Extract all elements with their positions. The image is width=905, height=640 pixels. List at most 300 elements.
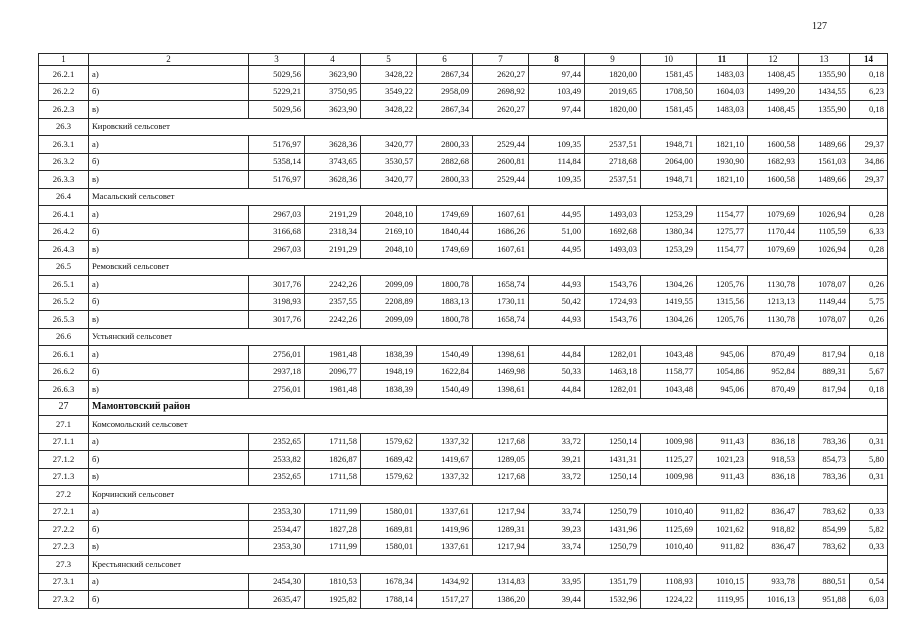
value-cell: 0,33 — [850, 503, 888, 521]
value-cell: 1054,86 — [697, 363, 748, 381]
value-cell: 945,06 — [697, 381, 748, 399]
value-cell: 2318,34 — [305, 223, 361, 241]
row-code: 26.3.3 — [39, 171, 89, 189]
row-code: 27.2.2 — [39, 521, 89, 539]
value-cell: 1282,01 — [585, 381, 641, 399]
section-title: Масальский сельсовет — [89, 188, 888, 206]
value-cell: 33,72 — [529, 468, 585, 486]
row-code: 27.2.1 — [39, 503, 89, 521]
value-cell: 1026,94 — [799, 241, 850, 259]
value-cell: 1607,61 — [473, 206, 529, 224]
value-cell: 1250,14 — [585, 468, 641, 486]
table-row — [39, 363, 888, 381]
value-cell: 2048,10 — [361, 241, 417, 259]
value-cell: 2534,47 — [249, 521, 305, 539]
row-code: 26.2.1 — [39, 66, 89, 84]
value-cell: 1499,20 — [748, 83, 799, 101]
value-cell: 1689,81 — [361, 521, 417, 539]
value-cell: 911,82 — [697, 503, 748, 521]
value-cell: 2169,10 — [361, 223, 417, 241]
value-cell: 1820,00 — [585, 66, 641, 84]
row-code: 26.6.3 — [39, 381, 89, 399]
section-title: Крестьянский сельсовет — [89, 556, 888, 574]
value-cell: 0,18 — [850, 66, 888, 84]
value-cell: 5358,14 — [249, 153, 305, 171]
value-cell: 3428,22 — [361, 66, 417, 84]
value-cell: 3750,95 — [305, 83, 361, 101]
value-cell: 0,26 — [850, 276, 888, 294]
section-row — [39, 188, 888, 206]
value-cell: 1351,79 — [585, 573, 641, 591]
value-cell: 1431,96 — [585, 521, 641, 539]
value-cell: 1149,44 — [799, 293, 850, 311]
value-cell: 3420,77 — [361, 136, 417, 154]
value-cell: 1224,22 — [641, 591, 697, 609]
table-row — [39, 206, 888, 224]
row-code: 27.1.3 — [39, 468, 89, 486]
value-cell: 29,37 — [850, 171, 888, 189]
column-header: 9 — [585, 54, 641, 66]
table-row — [39, 101, 888, 119]
value-cell: 3530,57 — [361, 153, 417, 171]
row-label: б) — [89, 83, 249, 101]
section-row — [39, 258, 888, 276]
value-cell: 33,72 — [529, 433, 585, 451]
value-cell: 1930,90 — [697, 153, 748, 171]
value-cell: 1250,14 — [585, 433, 641, 451]
value-cell: 1355,90 — [799, 101, 850, 119]
value-cell: 952,84 — [748, 363, 799, 381]
row-label: в) — [89, 241, 249, 259]
value-cell: 2064,00 — [641, 153, 697, 171]
table-row — [39, 241, 888, 259]
value-cell: 1105,59 — [799, 223, 850, 241]
value-cell: 1010,40 — [641, 503, 697, 521]
value-cell: 5,80 — [850, 451, 888, 469]
value-cell: 1604,03 — [697, 83, 748, 101]
value-cell: 2529,44 — [473, 136, 529, 154]
value-cell: 2882,68 — [417, 153, 473, 171]
value-cell: 29,37 — [850, 136, 888, 154]
value-cell: 1469,98 — [473, 363, 529, 381]
value-cell: 1009,98 — [641, 433, 697, 451]
value-cell: 6,33 — [850, 223, 888, 241]
row-label: б) — [89, 153, 249, 171]
value-cell: 783,62 — [799, 503, 850, 521]
table-row — [39, 223, 888, 241]
column-header: 5 — [361, 54, 417, 66]
column-header: 13 — [799, 54, 850, 66]
column-header: 14 — [850, 54, 888, 66]
value-cell: 2958,09 — [417, 83, 473, 101]
row-label: б) — [89, 293, 249, 311]
value-cell: 1434,55 — [799, 83, 850, 101]
row-label: в) — [89, 538, 249, 556]
value-cell: 1483,03 — [697, 66, 748, 84]
value-cell: 51,00 — [529, 223, 585, 241]
value-cell: 1275,77 — [697, 223, 748, 241]
page-number: 127 — [812, 21, 827, 32]
value-cell: 109,35 — [529, 171, 585, 189]
value-cell: 1800,78 — [417, 276, 473, 294]
value-cell: 1253,29 — [641, 206, 697, 224]
value-cell: 1119,95 — [697, 591, 748, 609]
value-cell: 34,86 — [850, 153, 888, 171]
value-cell: 0,31 — [850, 468, 888, 486]
value-cell: 2867,34 — [417, 101, 473, 119]
value-cell: 1622,84 — [417, 363, 473, 381]
value-cell: 1021,62 — [697, 521, 748, 539]
value-cell: 889,31 — [799, 363, 850, 381]
value-cell: 1010,40 — [641, 538, 697, 556]
table-row — [39, 521, 888, 539]
column-header: 3 — [249, 54, 305, 66]
value-cell: 2242,26 — [305, 276, 361, 294]
value-cell: 1981,48 — [305, 346, 361, 364]
value-cell: 817,94 — [799, 381, 850, 399]
section-title: Кировский сельсовет — [89, 118, 888, 136]
value-cell: 1217,94 — [473, 538, 529, 556]
column-header: 2 — [89, 54, 249, 66]
value-cell: 5176,97 — [249, 136, 305, 154]
row-code: 26.4 — [39, 188, 89, 206]
value-cell: 1154,77 — [697, 241, 748, 259]
table-row — [39, 451, 888, 469]
value-cell: 1517,27 — [417, 591, 473, 609]
row-code: 27.3 — [39, 556, 89, 574]
value-cell: 1658,74 — [473, 276, 529, 294]
row-label: а) — [89, 66, 249, 84]
value-cell: 911,82 — [697, 538, 748, 556]
value-cell: 1561,03 — [799, 153, 850, 171]
row-code: 26.6.1 — [39, 346, 89, 364]
value-cell: 854,73 — [799, 451, 850, 469]
value-cell: 1820,00 — [585, 101, 641, 119]
value-cell: 1337,61 — [417, 503, 473, 521]
value-cell: 2353,30 — [249, 538, 305, 556]
row-label: а) — [89, 503, 249, 521]
table-row — [39, 136, 888, 154]
row-code: 26.3.1 — [39, 136, 89, 154]
value-cell: 1419,96 — [417, 521, 473, 539]
value-cell: 1600,58 — [748, 136, 799, 154]
value-cell: 1579,62 — [361, 433, 417, 451]
value-cell: 0,18 — [850, 101, 888, 119]
value-cell: 1314,83 — [473, 573, 529, 591]
value-cell: 1540,49 — [417, 381, 473, 399]
section-row — [39, 486, 888, 504]
value-cell: 783,62 — [799, 538, 850, 556]
value-cell: 2967,03 — [249, 206, 305, 224]
value-cell: 1489,66 — [799, 136, 850, 154]
value-cell: 951,88 — [799, 591, 850, 609]
value-cell: 33,74 — [529, 538, 585, 556]
row-code: 26.6 — [39, 328, 89, 346]
value-cell: 1016,13 — [748, 591, 799, 609]
value-cell: 3420,77 — [361, 171, 417, 189]
value-cell: 1543,76 — [585, 311, 641, 329]
value-cell: 1021,23 — [697, 451, 748, 469]
value-cell: 1079,69 — [748, 241, 799, 259]
value-cell: 2635,47 — [249, 591, 305, 609]
value-cell: 0,18 — [850, 346, 888, 364]
row-label: б) — [89, 363, 249, 381]
value-cell: 3628,36 — [305, 136, 361, 154]
value-cell: 1821,10 — [697, 136, 748, 154]
value-cell: 1788,14 — [361, 591, 417, 609]
value-cell: 918,53 — [748, 451, 799, 469]
value-cell: 1398,61 — [473, 381, 529, 399]
row-label: в) — [89, 468, 249, 486]
section-row — [39, 416, 888, 434]
table-row — [39, 346, 888, 364]
value-cell: 1250,79 — [585, 503, 641, 521]
value-cell: 97,44 — [529, 101, 585, 119]
table-row — [39, 538, 888, 556]
value-cell: 945,06 — [697, 346, 748, 364]
row-label: а) — [89, 136, 249, 154]
value-cell: 1689,42 — [361, 451, 417, 469]
value-cell: 1158,77 — [641, 363, 697, 381]
section-row — [39, 556, 888, 574]
row-label: в) — [89, 171, 249, 189]
value-cell: 3428,22 — [361, 101, 417, 119]
value-cell: 1981,48 — [305, 381, 361, 399]
value-cell: 1489,66 — [799, 171, 850, 189]
value-cell: 1154,77 — [697, 206, 748, 224]
value-cell: 2191,29 — [305, 241, 361, 259]
value-cell: 854,99 — [799, 521, 850, 539]
value-cell: 1253,29 — [641, 241, 697, 259]
value-cell: 0,54 — [850, 573, 888, 591]
value-cell: 2537,51 — [585, 171, 641, 189]
value-cell: 1540,49 — [417, 346, 473, 364]
table-row — [39, 276, 888, 294]
row-code: 26.5.3 — [39, 311, 89, 329]
value-cell: 1213,13 — [748, 293, 799, 311]
table-row — [39, 591, 888, 609]
value-cell: 1711,58 — [305, 468, 361, 486]
value-cell: 2537,51 — [585, 136, 641, 154]
value-cell: 5,82 — [850, 521, 888, 539]
value-cell: 6,23 — [850, 83, 888, 101]
column-header: 4 — [305, 54, 361, 66]
value-cell: 870,49 — [748, 381, 799, 399]
value-cell: 1009,98 — [641, 468, 697, 486]
value-cell: 5229,21 — [249, 83, 305, 101]
value-cell: 1838,39 — [361, 346, 417, 364]
value-cell: 5029,56 — [249, 101, 305, 119]
row-label: а) — [89, 276, 249, 294]
row-code: 26.2.3 — [39, 101, 89, 119]
value-cell: 911,43 — [697, 433, 748, 451]
column-header: 6 — [417, 54, 473, 66]
value-cell: 1682,93 — [748, 153, 799, 171]
value-cell: 1337,32 — [417, 468, 473, 486]
value-cell: 1315,56 — [697, 293, 748, 311]
value-cell: 2357,55 — [305, 293, 361, 311]
value-cell: 783,36 — [799, 468, 850, 486]
value-cell: 44,93 — [529, 276, 585, 294]
value-cell: 44,84 — [529, 381, 585, 399]
value-cell: 1398,61 — [473, 346, 529, 364]
column-header: 8 — [529, 54, 585, 66]
value-cell: 1493,03 — [585, 206, 641, 224]
row-code: 26.4.1 — [39, 206, 89, 224]
value-cell: 1250,79 — [585, 538, 641, 556]
value-cell: 1692,68 — [585, 223, 641, 241]
table-row — [39, 468, 888, 486]
value-cell: 1581,45 — [641, 101, 697, 119]
row-code: 26.2.2 — [39, 83, 89, 101]
value-cell: 1304,26 — [641, 311, 697, 329]
row-code: 26.4.2 — [39, 223, 89, 241]
row-label: а) — [89, 206, 249, 224]
value-cell: 2937,18 — [249, 363, 305, 381]
value-cell: 33,95 — [529, 573, 585, 591]
value-cell: 1838,39 — [361, 381, 417, 399]
row-code: 27.1 — [39, 416, 89, 434]
value-cell: 1827,28 — [305, 521, 361, 539]
value-cell: 2867,34 — [417, 66, 473, 84]
value-cell: 2800,33 — [417, 136, 473, 154]
value-cell: 1948,71 — [641, 171, 697, 189]
value-cell: 2454,30 — [249, 573, 305, 591]
value-cell: 3623,90 — [305, 66, 361, 84]
value-cell: 1282,01 — [585, 346, 641, 364]
value-cell: 1078,07 — [799, 311, 850, 329]
value-cell: 2620,27 — [473, 66, 529, 84]
value-cell: 1108,93 — [641, 573, 697, 591]
table-row — [39, 153, 888, 171]
value-cell: 2800,33 — [417, 171, 473, 189]
value-cell: 1079,69 — [748, 206, 799, 224]
value-cell: 3017,76 — [249, 311, 305, 329]
value-cell: 3198,93 — [249, 293, 305, 311]
value-cell: 1532,96 — [585, 591, 641, 609]
value-cell: 1408,45 — [748, 66, 799, 84]
value-cell: 39,21 — [529, 451, 585, 469]
value-cell: 2208,89 — [361, 293, 417, 311]
value-cell: 3166,68 — [249, 223, 305, 241]
value-cell: 3549,22 — [361, 83, 417, 101]
value-cell: 2353,30 — [249, 503, 305, 521]
row-label: б) — [89, 521, 249, 539]
value-cell: 870,49 — [748, 346, 799, 364]
district-title: Мамонтовский район — [89, 398, 888, 416]
value-cell: 1686,26 — [473, 223, 529, 241]
value-cell: 1431,31 — [585, 451, 641, 469]
value-cell: 1678,34 — [361, 573, 417, 591]
value-cell: 1800,78 — [417, 311, 473, 329]
section-row — [39, 118, 888, 136]
value-cell: 1355,90 — [799, 66, 850, 84]
value-cell: 2718,68 — [585, 153, 641, 171]
value-cell: 5,67 — [850, 363, 888, 381]
value-cell: 933,78 — [748, 573, 799, 591]
value-cell: 1010,15 — [697, 573, 748, 591]
value-cell: 836,47 — [748, 538, 799, 556]
value-cell: 6,03 — [850, 591, 888, 609]
value-cell: 1043,48 — [641, 381, 697, 399]
table-row — [39, 503, 888, 521]
table-row — [39, 433, 888, 451]
value-cell: 836,47 — [748, 503, 799, 521]
row-code: 26.4.3 — [39, 241, 89, 259]
value-cell: 783,36 — [799, 433, 850, 451]
column-header: 7 — [473, 54, 529, 66]
value-cell: 5176,97 — [249, 171, 305, 189]
value-cell: 2533,82 — [249, 451, 305, 469]
value-cell: 3623,90 — [305, 101, 361, 119]
district-row — [39, 398, 888, 416]
value-cell: 1883,13 — [417, 293, 473, 311]
value-cell: 1658,74 — [473, 311, 529, 329]
value-cell: 836,18 — [748, 433, 799, 451]
row-label: б) — [89, 223, 249, 241]
value-cell: 1078,07 — [799, 276, 850, 294]
value-cell: 5,75 — [850, 293, 888, 311]
value-cell: 1580,01 — [361, 503, 417, 521]
value-cell: 3017,76 — [249, 276, 305, 294]
value-cell: 1125,69 — [641, 521, 697, 539]
value-cell: 836,18 — [748, 468, 799, 486]
value-cell: 880,51 — [799, 573, 850, 591]
value-cell: 2620,27 — [473, 101, 529, 119]
value-cell: 1580,01 — [361, 538, 417, 556]
row-code: 27 — [39, 398, 89, 416]
value-cell: 1463,18 — [585, 363, 641, 381]
value-cell: 1493,03 — [585, 241, 641, 259]
value-cell: 5029,56 — [249, 66, 305, 84]
row-label: в) — [89, 381, 249, 399]
value-cell: 39,44 — [529, 591, 585, 609]
row-code: 26.3.2 — [39, 153, 89, 171]
value-cell: 1380,34 — [641, 223, 697, 241]
value-cell: 44,95 — [529, 206, 585, 224]
value-cell: 50,42 — [529, 293, 585, 311]
column-header: 11 — [697, 54, 748, 66]
value-cell: 2756,01 — [249, 346, 305, 364]
table-row — [39, 381, 888, 399]
value-cell: 0,26 — [850, 311, 888, 329]
value-cell: 44,84 — [529, 346, 585, 364]
row-code: 27.1.1 — [39, 433, 89, 451]
row-label: а) — [89, 346, 249, 364]
row-label: в) — [89, 101, 249, 119]
value-cell: 1948,71 — [641, 136, 697, 154]
value-cell: 2048,10 — [361, 206, 417, 224]
value-cell: 1749,69 — [417, 206, 473, 224]
value-cell: 1581,45 — [641, 66, 697, 84]
value-cell: 2352,65 — [249, 433, 305, 451]
value-cell: 0,31 — [850, 433, 888, 451]
value-cell: 3743,65 — [305, 153, 361, 171]
value-cell: 1600,58 — [748, 171, 799, 189]
value-cell: 1708,50 — [641, 83, 697, 101]
table-row — [39, 311, 888, 329]
value-cell: 1607,61 — [473, 241, 529, 259]
value-cell: 97,44 — [529, 66, 585, 84]
value-cell: 1386,20 — [473, 591, 529, 609]
row-label: а) — [89, 573, 249, 591]
value-cell: 1948,19 — [361, 363, 417, 381]
value-cell: 1304,26 — [641, 276, 697, 294]
value-cell: 1337,61 — [417, 538, 473, 556]
value-cell: 1711,99 — [305, 538, 361, 556]
row-code: 26.3 — [39, 118, 89, 136]
value-cell: 1217,94 — [473, 503, 529, 521]
